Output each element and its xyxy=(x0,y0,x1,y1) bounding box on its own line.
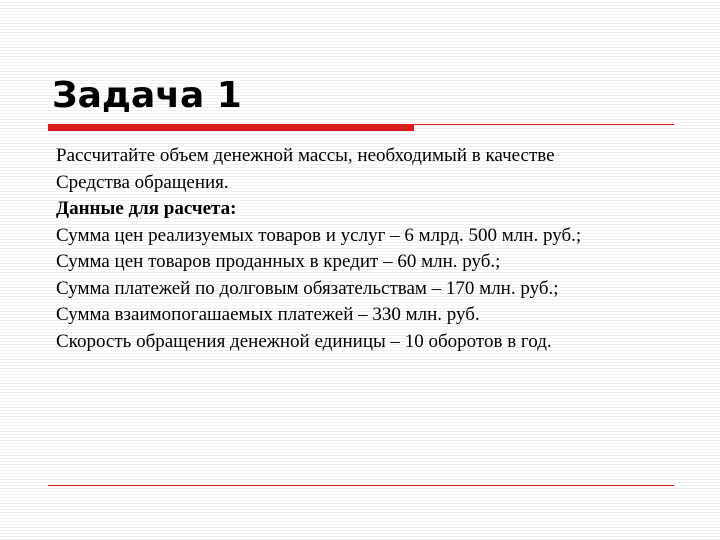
task-line: Скорость обращения денежной единицы – 10 оборотов в год. xyxy=(56,330,552,352)
task-line: Сумма платежей по долговым обязательствам – 170 млн. руб.; xyxy=(56,277,559,299)
data-heading: Данные для расчета: xyxy=(56,198,237,219)
task-line: Сумма цен товаров проданных в кредит – 60 млн. руб.; xyxy=(56,251,501,272)
task-line: Сумма цен реализуемых товаров и услуг – 6 млрд. 500 млн. руб.; xyxy=(56,224,582,246)
task-text xyxy=(56,143,696,355)
task-line: Рассчитайте объем денежной массы, необходимый в качестве xyxy=(56,145,555,166)
slide-title: Задача 1 xyxy=(52,75,242,116)
task-line: Средства обращения. xyxy=(56,171,229,193)
bottom-divider xyxy=(48,485,674,486)
title-underline-thick xyxy=(48,124,414,131)
task-line: Сумма взаимопогашаемых платежей – 330 млн. руб. xyxy=(56,304,480,325)
